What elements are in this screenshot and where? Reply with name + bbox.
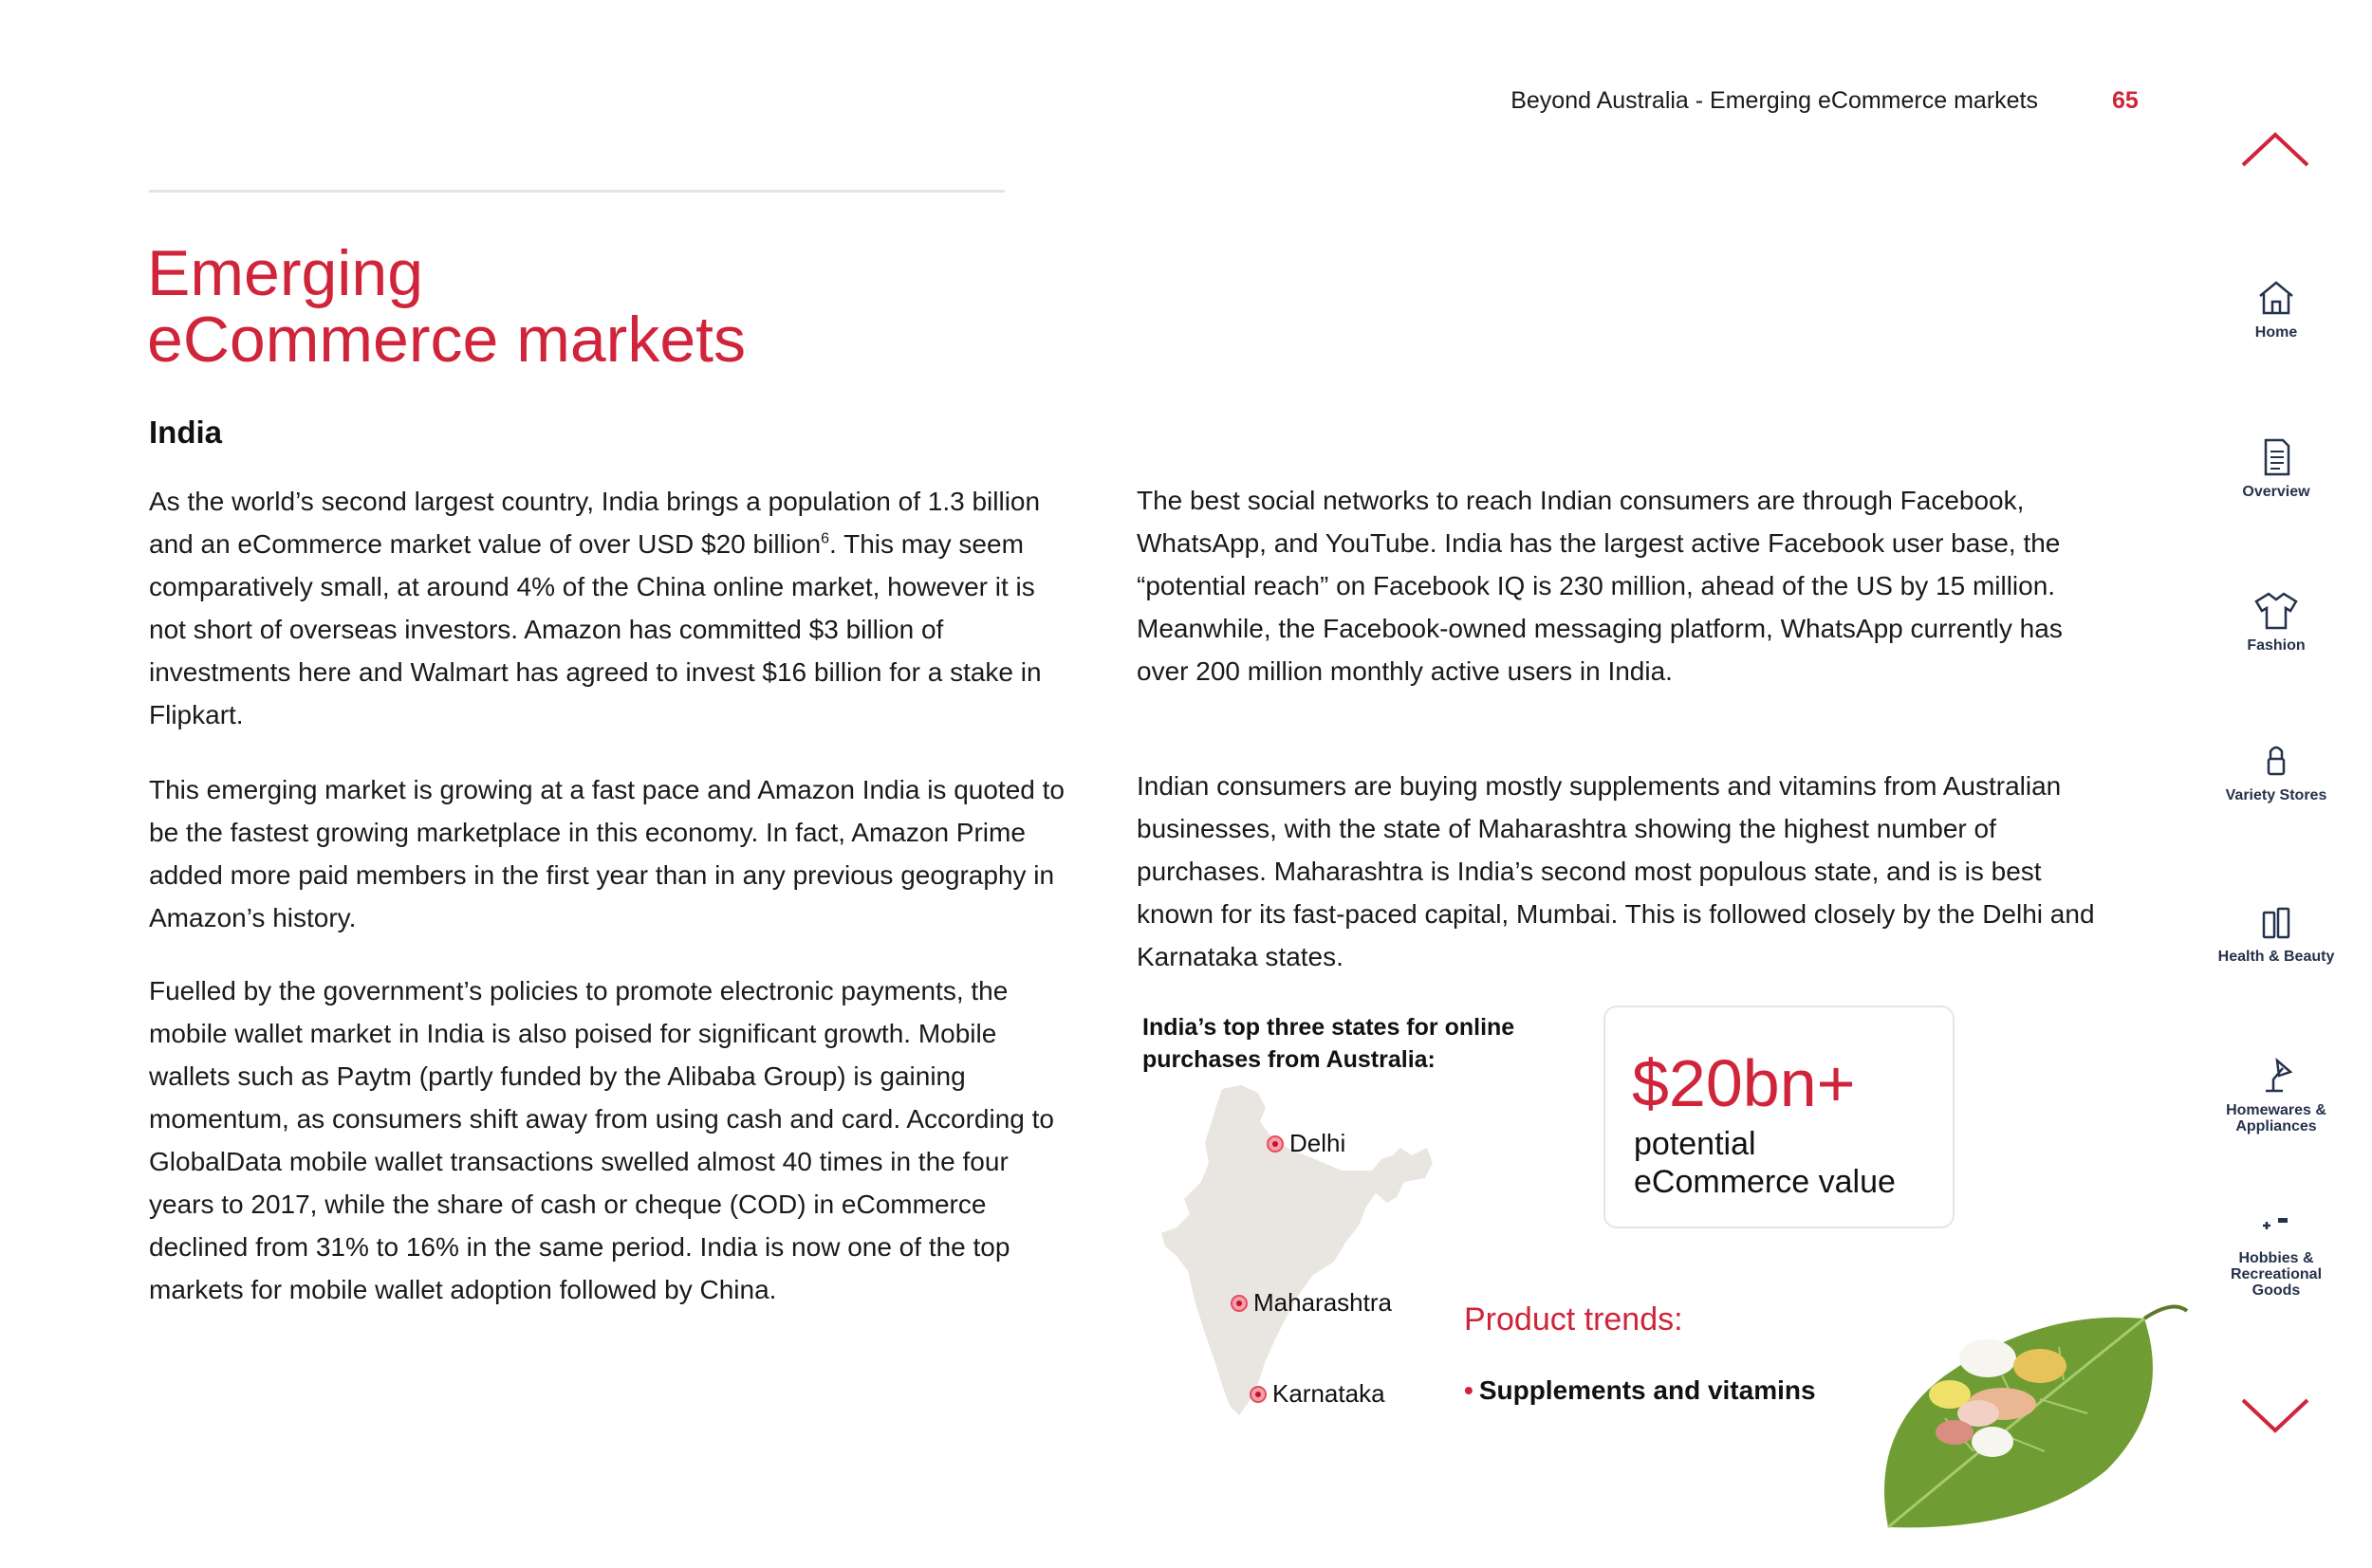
left-paragraph-1-rest: . This may seem comparatively small, at around 4% of the China online market, however it is not short of overseas investors. Amazon has committed $3 billion of investments here and Walmart has agreed to invest $16 billion for a stake in Flipkart.: [149, 529, 1042, 729]
left-paragraph-1: [149, 480, 1074, 736]
nav-label-variety-stores: Variety Stores: [2225, 787, 2327, 803]
right-paragraph-2: Indian consumers are buying mostly supplements and vitamins from Australian businesses, with the state of Maharashtra showing the highest number of purchases. Maharashtra is India’s second most populous state, and is is best known for its fast-paced capital, Mumbai. This is followed closely by the Delhi and Karnataka states.: [1137, 771, 2095, 971]
page-title-line-2: eCommerce markets: [147, 304, 747, 376]
nav-label-health-beauty: Health & Beauty: [2217, 949, 2335, 965]
tshirt-icon: [2252, 590, 2300, 632]
home-icon: [2254, 277, 2298, 319]
footnote-ref: 6: [821, 530, 830, 547]
chevron-up-icon[interactable]: [2239, 129, 2311, 171]
map-marker-delhi: [1267, 1129, 1345, 1158]
nav-label-homewares-appliances: Homewares & Appliances: [2226, 1102, 2326, 1134]
product-trends-title: Product trends:: [1464, 1301, 1683, 1337]
marker-dot-icon: [1250, 1386, 1267, 1403]
page-number: 65: [2112, 87, 2139, 114]
lamp-icon: [2254, 1055, 2298, 1097]
nav-item-home[interactable]: [2211, 277, 2342, 341]
nav-item-fashion[interactable]: [2211, 590, 2342, 654]
nav-label-overview: Overview: [2242, 484, 2310, 500]
leaf-pills-image: [1860, 1290, 2192, 1546]
map-label-delhi: Delhi: [1289, 1129, 1346, 1157]
marker-dot-icon: [1231, 1295, 1248, 1312]
bullet-icon: •: [1464, 1375, 1473, 1405]
marker-dot-icon: [1267, 1135, 1284, 1153]
page-title: [147, 237, 747, 376]
right-paragraph-1: The best social networks to reach Indian consumers are through Facebook, WhatsApp, and YouTube. India has the largest active Facebook user base, the “potential reach” on Facebook IQ is 230 million, ahead of the US by 15 million. Meanwhile, the Facebook-owned messaging platform, WhatsApp currently has over 200 million monthly active users in India.: [1137, 486, 2063, 686]
section-heading: India: [149, 415, 223, 450]
nav-item-hobbies-recreational[interactable]: [2211, 1203, 2342, 1299]
nav-item-overview[interactable]: [2211, 436, 2342, 500]
map-label-karnataka: Karnataka: [1272, 1379, 1385, 1408]
map-label-maharashtra: Maharashtra: [1253, 1288, 1392, 1317]
chevron-down-icon[interactable]: [2239, 1394, 2311, 1436]
title-divider: [149, 190, 1005, 193]
nav-label-fashion: Fashion: [2247, 637, 2306, 654]
stat-label: potential eCommerce value: [1634, 1126, 1896, 1200]
bottles-icon: [2254, 901, 2298, 943]
gamepad-icon: [2254, 1203, 2298, 1245]
map-marker-maharashtra: [1231, 1288, 1392, 1318]
nav-label-home: Home: [2254, 324, 2298, 341]
lock-icon: [2254, 740, 2298, 782]
left-paragraph-1-text: As the world’s second largest country, India brings a population of 1.3 billion and an eCommerce market value of over USD $20 billion: [149, 487, 1041, 559]
product-trend-label: Supplements and vitamins: [1478, 1375, 1816, 1405]
map-marker-karnataka: [1250, 1379, 1385, 1409]
left-paragraph-3: Fuelled by the government’s policies to promote electronic payments, the mobile wallet market in India is also poised for significant growth. Mobile wallets such as Paytm (partly funded by the Alibaba Group) is gaining momentum, as consumers shift away from using cash and card. According to GlobalData mobile wallet transactions swelled almost 40 times in the four years to 2017, while the share of cash or cheque (COD) in eCommerce declined from 31% to 16% in the same period. India is now one of the top markets for mobile wallet adoption followed by China.: [149, 976, 1054, 1304]
stat-card: [1603, 1005, 1955, 1228]
nav-item-variety-stores[interactable]: [2211, 740, 2342, 803]
nav-item-homewares-appliances[interactable]: [2211, 1055, 2342, 1134]
product-trend-item: [1464, 1375, 1816, 1406]
map-caption: India’s top three states for online purchases from Australia:: [1142, 1014, 1515, 1073]
page-title-line-1: Emerging: [147, 237, 424, 309]
nav-label-hobbies-recreational: Hobbies & Recreational Goods: [2230, 1250, 2323, 1299]
document-icon: [2254, 436, 2298, 478]
stat-value: $20bn+: [1632, 1046, 1856, 1120]
nav-item-health-beauty[interactable]: [2211, 901, 2342, 965]
running-header: Beyond Australia - Emerging eCommerce markets: [1510, 87, 2038, 114]
left-paragraph-2: This emerging market is growing at a fast pace and Amazon India is quoted to be the fastest growing marketplace in this economy. In fact, Amazon Prime added more paid members in the first year than in any previous geography in Amazon’s history.: [149, 775, 1065, 932]
